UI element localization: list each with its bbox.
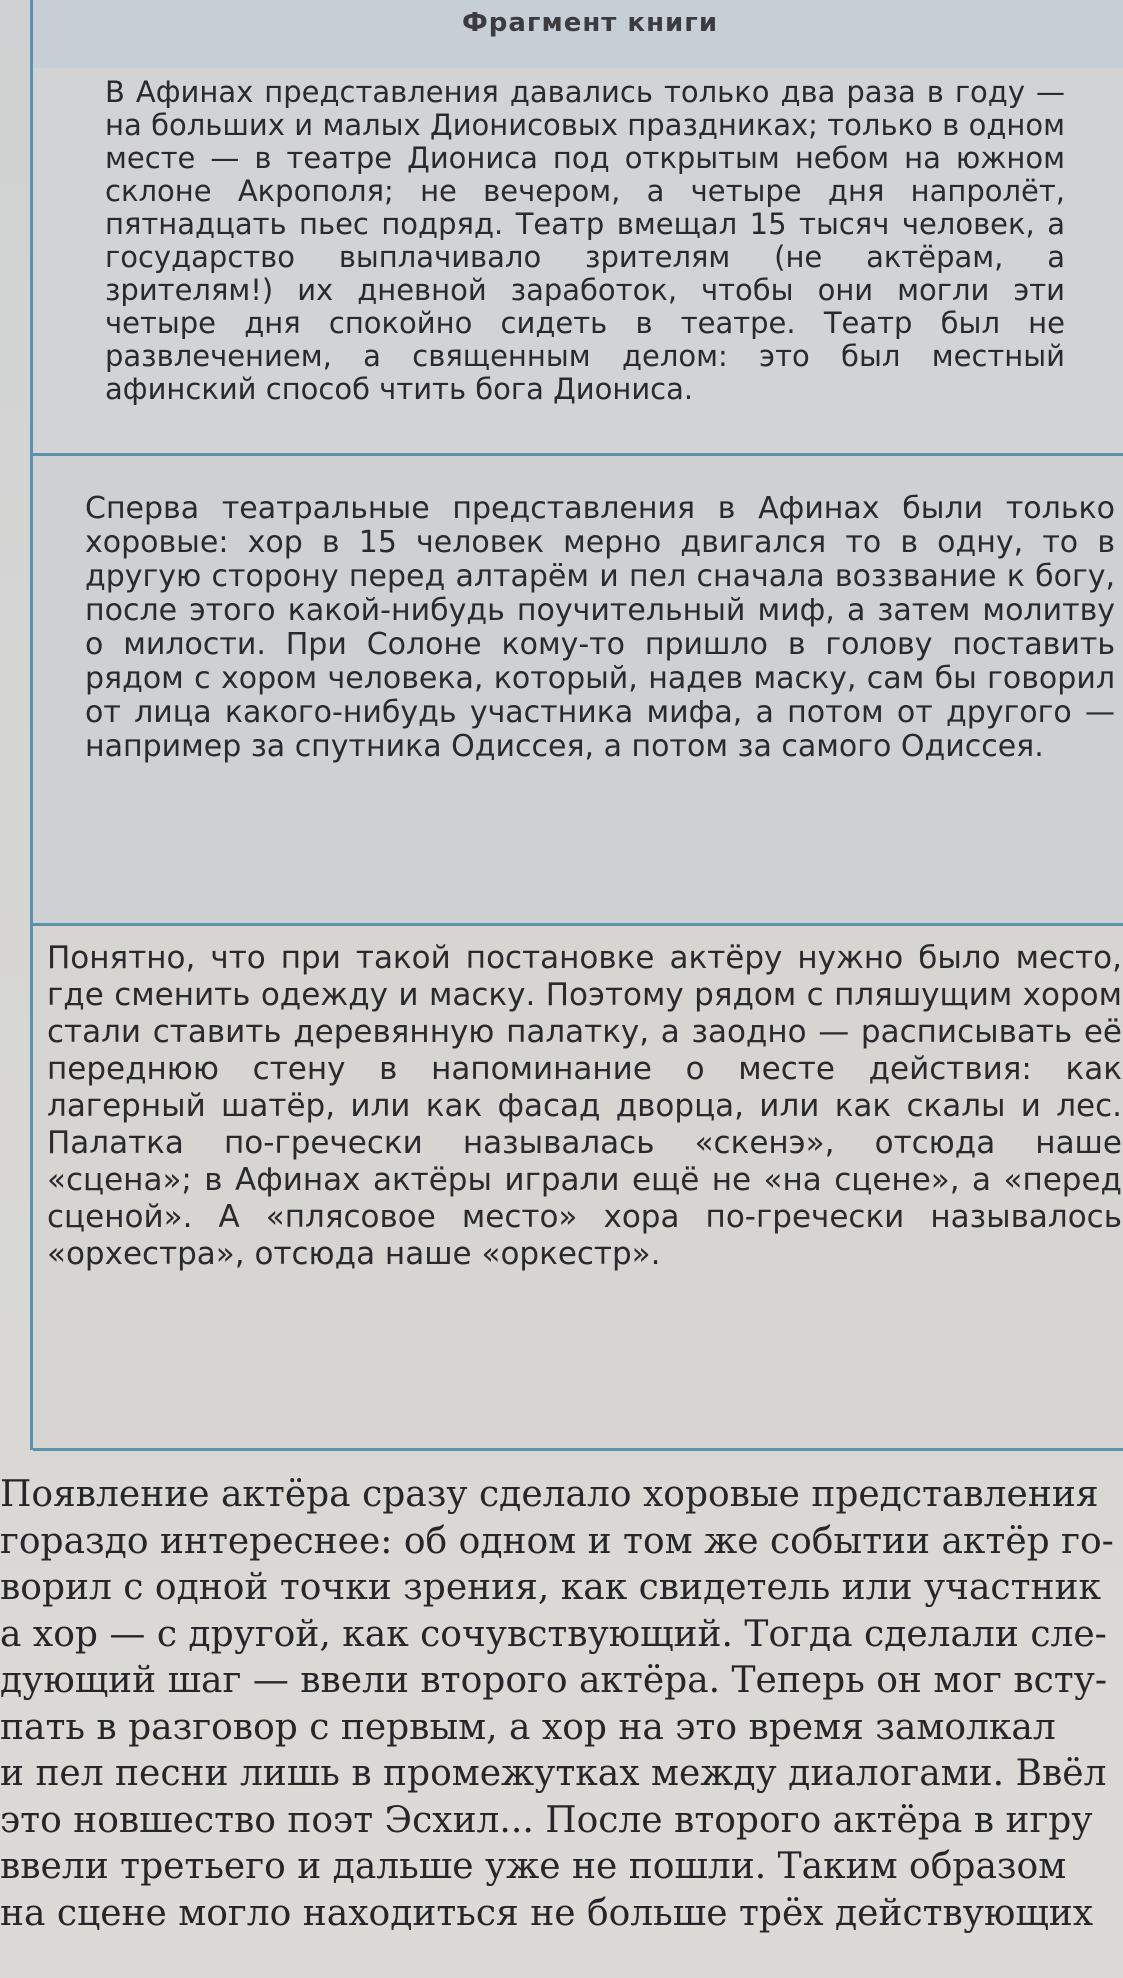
fragment-text-2: Сперва театральные представления в Афинах были только хоровые: хор в 15 человек мерно двигался то в одну, то в другую сторону перед алтарём и пел сначала воззвание к богу, после этого какой-нибудь поучительный миф, а затем молитву о милости. При Солоне кому-то пришло в голову поставить рядом с хором человека, который, надев маску, сам бы говорил от лица какого-нибудь участника мифа, а потом от другого — например за спутника Одиссея, а потом за самого Одиссея. <box>85 491 1115 764</box>
main-text-line: Появление актёра сразу сделало хоровые представления <box>0 1474 1099 1515</box>
main-text-line: это новшество поэт Эсхил... После второго актёра в игру <box>0 1799 1093 1841</box>
fragment-text-3: Понятно, что при такой постановке актёру нужно было место, где сменить одежду и маску. Поэтому рядом с пляшущим хором стали ставить деревянную палатку, а заодно — расписывать её переднюю стену в напоминание о месте действия: как лагерный шатёр, или как фасад дворца, или как скалы и лес. Палатка по-гречески называлась «скенэ», отсюда наше «сцена»; в Афинах актёры играли ещё не «на сцене», а «перед сценой». А «плясовое место» хора по-гречески называлось «орхестра», отсюда наше «оркестр». <box>47 940 1122 1272</box>
main-text-line: гораздо интереснее: об одном и том же событии актёр го- <box>0 1520 1114 1562</box>
fragment-text-1: В Афинах представления давались только два раза в году — на больших и малых Дионисовых праздниках; только в одном месте — в театре Диониса под открытым небом на южном склоне Акрополя; не вечером, а четыре дня напролёт, пятнадцать пьес подряд. Театр вмещал 15 тысяч человек, а государство выплачивало зрителям (не актёрам, а зрителям!) их дневной заработок, чтобы они могли эти четыре дня спокойно сидеть в театре. Театр был не развлечением, а священным делом: это был местный афинский способ чтить бога Диониса. <box>105 75 1065 406</box>
fragment-cell-1 <box>33 68 1123 456</box>
fragment-cell-3 <box>33 926 1123 1450</box>
book-fragment-table <box>30 0 1123 1450</box>
table-bottom-rule <box>33 1448 1123 1451</box>
main-text <box>0 1472 1123 1937</box>
fragment-cell-2 <box>33 456 1123 926</box>
main-text-line: ввели третьего и дальше уже не пошли. Таким образом <box>0 1846 1067 1887</box>
main-text-line: пать в разговор с первым, а хор на это время замолкал <box>0 1706 1056 1748</box>
main-text-line: дующий шаг — ввели второго актёра. Теперь он мог всту- <box>0 1660 1108 1701</box>
table-header: Фрагмент книги <box>33 0 1123 71</box>
main-text-line: на сцене могло находиться не больше трёх действующих <box>0 1892 1094 1934</box>
main-text-line: ворил с одной точки зрения, как свидетель или участник <box>0 1567 1101 1608</box>
main-text-line: и пел песни лишь в промежутках между диалогами. Ввёл <box>0 1753 1107 1794</box>
main-text-line: а хор — с другой, как сочувствующий. Тогда сделали сле- <box>0 1613 1107 1655</box>
